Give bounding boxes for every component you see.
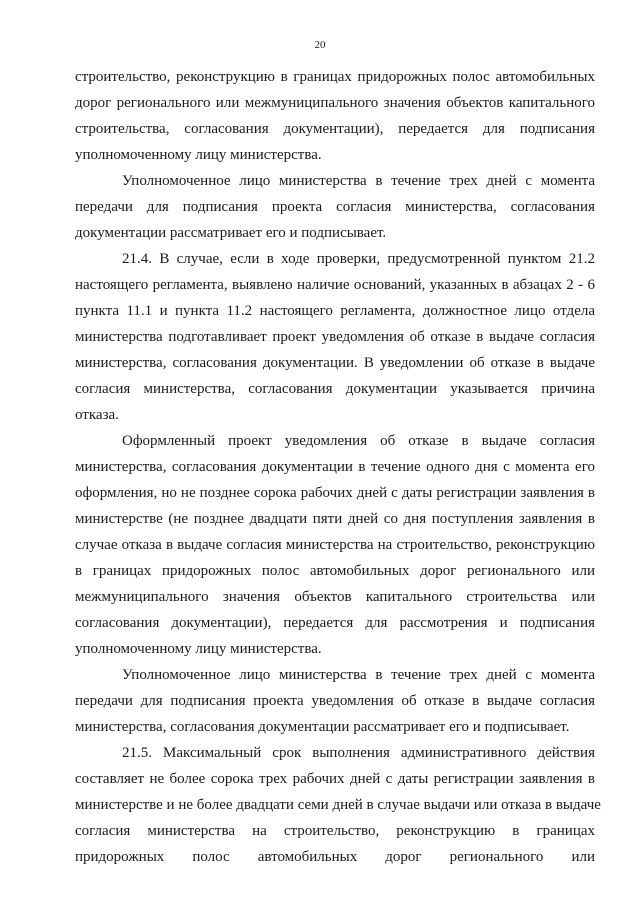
text-line: министерства, согласования документации рассматривает его и подписывает. [75, 719, 570, 735]
text-line: пункта 11.1 и пункта 11.2 настоящего регламента, должностное лицо отдела [75, 303, 595, 319]
text-line: согласия министерства, согласования документации указывается причина [75, 381, 595, 397]
text-line: Уполномоченное лицо министерства в течение трех дней с момента [122, 173, 595, 189]
page-number: 20 [314, 39, 326, 51]
paragraph [75, 662, 595, 740]
text-line: Уполномоченное лицо министерства в течение трех дней с момента [122, 667, 595, 683]
text-line: составляет не более сорока трех рабочих дней с даты регистрации заявления в [75, 771, 595, 787]
text-line: министерстве и не более двадцати семи дней в случае выдачи или отказа в выдаче [75, 797, 601, 813]
text-line: дорог регионального или межмуниципального значения объектов капитального [75, 95, 595, 111]
paragraph [75, 64, 595, 168]
text-line: Оформленный проект уведомления об отказе в выдаче согласия [122, 433, 595, 449]
text-line: оформления, но не позднее сорока рабочих дней с даты регистрации заявления в [75, 485, 595, 501]
text-line: строительства, согласования документации), передается для подписания [75, 121, 595, 137]
text-line: строительство, реконструкцию в границах придорожных полос автомобильных [75, 69, 595, 85]
text-line: 21.4. В случае, если в ходе проверки, предусмотренной пунктом 21.2 [122, 251, 595, 267]
text-line: министерстве (не позднее двадцати пяти дней со дня поступления заявления в [75, 511, 595, 527]
text-line: 21.5. Максимальный срок выполнения административного действия [122, 745, 595, 761]
text-line: придорожных полос автомобильных дорог регионального или [75, 849, 595, 865]
text-line: межмуниципального значения объектов капитального строительства или [75, 589, 595, 605]
paragraph [75, 246, 595, 428]
text-line: передачи для подписания проекта согласия министерства, согласования [75, 199, 595, 215]
text-line: министерства, согласования документации в течение одного дня с момента его [75, 459, 595, 475]
text-line: министерства подготавливает проект уведомления об отказе в выдаче согласия [75, 329, 595, 345]
paragraph [75, 428, 595, 662]
text-line: случае отказа в выдаче согласия министерства на строительство, реконструкцию [75, 537, 595, 553]
document-body [75, 64, 601, 870]
text-line: уполномоченному лицу министерства. [75, 147, 322, 163]
text-line: согласования документации), передается для рассмотрения и подписания [75, 615, 595, 631]
text-line: согласия министерства на строительство, реконструкцию в границах [75, 823, 595, 839]
text-line: в границах придорожных полос автомобильных дорог регионального или [75, 563, 595, 579]
text-line: передачи для подписания проекта уведомления об отказе в выдаче согласия [75, 693, 595, 709]
text-line: документации рассматривает его и подписывает. [75, 225, 387, 241]
paragraph [75, 168, 595, 246]
text-line: настоящего регламента, выявлено наличие оснований, указанных в абзацах 2 - 6 [75, 277, 595, 293]
text-line: министерства, согласования документации. В уведомлении об отказе в выдаче [75, 355, 595, 371]
text-line: уполномоченному лицу министерства. [75, 641, 322, 657]
paragraph [75, 740, 601, 870]
text-line: отказа. [75, 407, 119, 423]
